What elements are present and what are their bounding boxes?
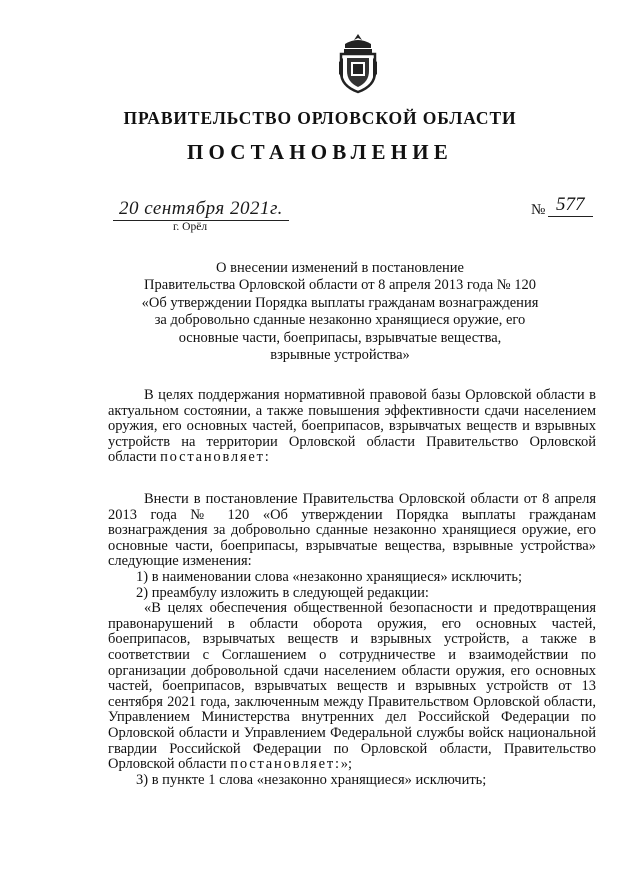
list-item: 1) в наименовании слова «незаконно хранящиеся» исключить; xyxy=(136,568,522,585)
handwritten-number: 577 xyxy=(548,194,593,217)
government-title: ПРАВИТЕЛЬСТВО ОРЛОВСКОЙ ОБЛАСТИ xyxy=(123,108,517,128)
quote-end: »; xyxy=(340,756,353,773)
preamble-paragraph xyxy=(108,388,596,466)
list-item: 2) преамбулу изложить в следующей редакции: xyxy=(136,584,429,601)
preamble-text: В целях поддержания нормативной правовой базы Орловской области в актуальном состоянии, а также повышения эффективности сдачи населением оружия, его основных частей, боеприпасов, взрывчатых веществ и взрывных устройств на территории Орловской области Правительство Орловской области xyxy=(108,387,596,466)
decree-word: постановляет: xyxy=(160,449,271,466)
handwritten-date: 20 сентября 2021г. xyxy=(113,198,289,221)
subject-line: Правительства Орловской области от 8 апреля 2013 года № 120 xyxy=(144,277,536,294)
quote-decree-word: постановляет: xyxy=(230,756,341,773)
city-label: г. Орёл xyxy=(173,221,208,233)
intro-paragraph: Внести в постановление Правительства Орловской области от 8 апреля 2013 года № 120 «Об утверждении Порядка выплаты гражданам вознаграждения за добровольно сданные незаконно хранящиеся оружие, его основные части, боеприпасы, взрывчатые вещества, взрывные устройства» следующие изменения: xyxy=(108,491,596,570)
document-type-title: ПОСТАНОВЛЕНИЕ xyxy=(186,140,454,164)
document-subject xyxy=(120,260,560,364)
subject-line: взрывные устройства» xyxy=(270,347,410,364)
amendments-section xyxy=(108,492,596,788)
subject-line: «Об утверждении Порядка выплаты гражданам вознаграждения xyxy=(141,294,539,311)
preamble-section xyxy=(108,388,596,466)
quoted-preamble xyxy=(108,601,596,773)
coat-of-arms-emblem xyxy=(337,32,379,94)
number-label: № xyxy=(531,202,546,218)
list-item: 3) в пункте 1 слова «незаконно хранящиеся» исключить; xyxy=(136,771,487,788)
subject-line: О внесении изменений в постановление xyxy=(216,260,464,276)
subject-line: за добровольно сданные незаконно хранящиеся оружие, его xyxy=(154,312,526,329)
subject-line: основные части, боеприпасы, взрывчатые вещества, xyxy=(178,329,502,346)
quote-text: «В целях обеспечения общественной безопасности и предотвращения правонарушений в области оборота оружия, его основных частей, боеприпасов, взрывчатых веществ и взрывных устройств, а также в соответствии с Соглашением о сотрудничестве и взаимодействии по организации добровольной сдачи населением области оружия, его основных частей, боеприпасов, взрывчатых веществ и взрывных устройств от 13 сентября 2021 года, заключенным между Правительством Орловской области, Управлением Министерства внутренних дел Российской Федерации по Орловской области и Управлением Федеральной службы войск национальной гвардии Российской Федерации по Орловской области, Правительство Орловской области xyxy=(108,600,596,773)
